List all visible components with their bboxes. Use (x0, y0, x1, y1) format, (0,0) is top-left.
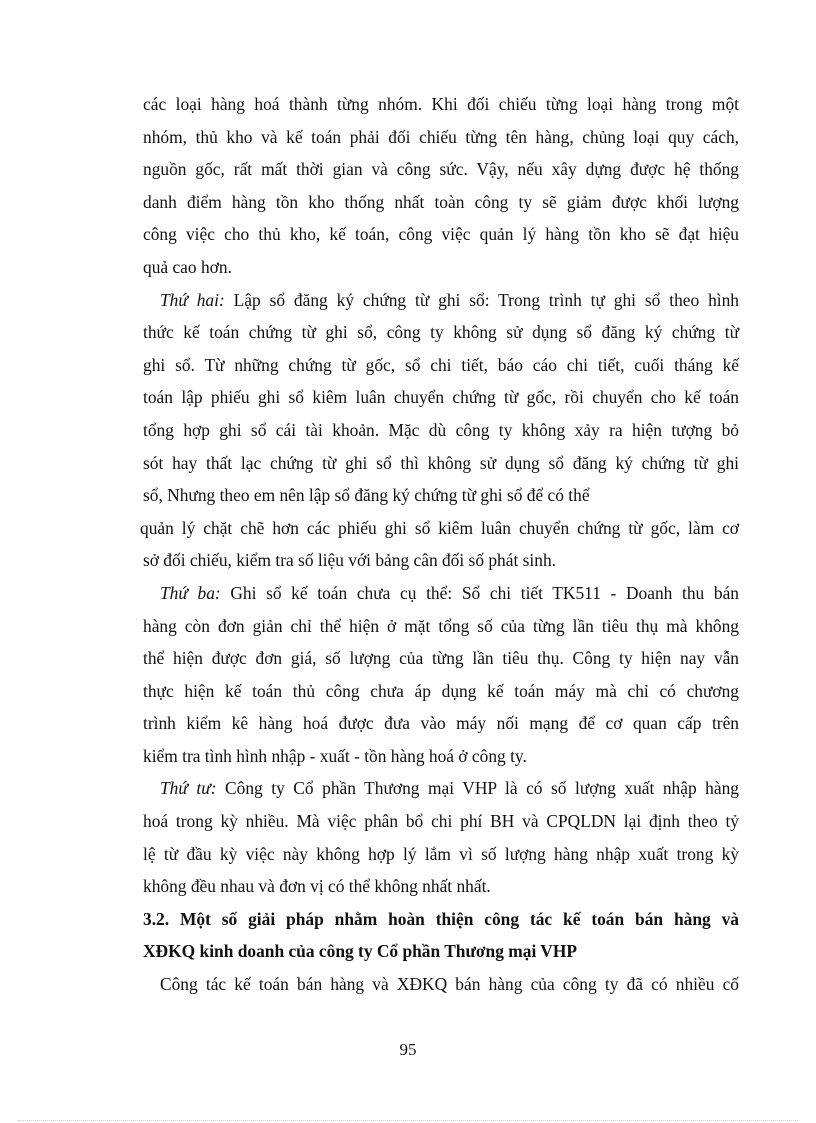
paragraph-lead: Thứ ba: (160, 582, 221, 603)
text-line: các loại hàng hoá thành từng nhóm. Khi đối chiếu từng loại hàng trong một (143, 94, 739, 114)
text-line: lệ từ đầu kỳ việc này không hợp lý lắm vì số lượng hàng nhập xuất trong kỳ (143, 843, 739, 864)
text-line: nhóm, thủ kho và kế toán phải đối chiếu từng tên hàng, chủng loại quy cách, (143, 126, 739, 147)
text-line: hàng còn đơn giản chỉ thể hiện ở mặt tổng số của từng lần tiêu thụ mà không (143, 615, 739, 636)
text-line: thể hiện được đơn giá, số lượng của từng lần tiêu thụ. Công ty hiện nay vẫn (143, 648, 739, 669)
text-line: sở đối chiếu, kiểm tra số liệu với bảng cân đối số phát sinh. (143, 550, 556, 571)
text-line: thực hiện kế toán thủ công chưa áp dụng kế toán máy mà chỉ có chương (143, 680, 739, 701)
text-run: Công ty Cổ phần Thương mại VHP là có số lượng xuất nhập hàng (216, 778, 739, 799)
text-line: toán lập phiếu ghi sổ kiêm luân chuyển chứng từ gốc, rồi chuyển cho kế toán (143, 387, 739, 408)
text-run: Lập sổ đăng ký chứng từ ghi sổ: Trong trình tự ghi sổ theo hình (224, 289, 740, 310)
section-heading: 3.2. Một số giải pháp nhằm hoàn thiện công tác kế toán bán hàng và (143, 908, 739, 929)
text-line: Công tác kế toán bán hàng và XĐKQ bán hàng của công ty đã có nhiều cố (160, 974, 739, 995)
text-line: công việc cho thủ kho, kế toán, công việc quản lý hàng tồn kho sẽ đạt hiệu (143, 224, 739, 245)
text-line: kiểm tra tình hình nhập - xuất - tồn hàng hoá ở công ty. (143, 745, 527, 766)
page-number: 95 (399, 1040, 417, 1059)
text-run: Ghi sổ kế toán chưa cụ thể: Sổ chi tiết TK511 - Doanh thu bán (220, 582, 739, 603)
text-line: quả cao hơn. (143, 256, 232, 277)
text-line: ghi sổ. Từ những chứng từ gốc, sổ chi tiết, báo cáo chi tiết, cuối tháng kế (143, 354, 739, 375)
text-line: sót hay thất lạc chứng từ ghi sổ thì không sử dụng sổ đăng ký chứng từ ghi (143, 452, 739, 473)
paragraph-lead: Thứ hai: (160, 289, 225, 310)
text-line: nguồn gốc, rất mất thời gian và công sức. Vậy, nếu xây dựng được hệ thống (143, 159, 739, 180)
section-heading: XĐKQ kinh doanh của công ty Cổ phần Thương mại VHP (143, 941, 578, 962)
paragraph-first-line (143, 284, 739, 317)
text-line: hoá trong kỳ nhiều. Mà việc phân bổ chi phí BH và CPQLDN lại định theo tỷ (143, 811, 739, 832)
text-line: thức kế toán chứng từ ghi sổ, công ty không sử dụng sổ đăng ký chứng từ (143, 322, 739, 343)
paragraph-lead: Thứ tư: (160, 778, 217, 799)
text-line: trình kiểm kê hàng hoá được đưa vào máy nối mạng để cơ quan cấp trên (143, 713, 739, 734)
text-line: không đều nhau và đơn vị có thể không nhất nhất. (143, 876, 491, 897)
body-text (140, 88, 740, 1001)
paragraph-first-line (143, 772, 739, 805)
text-line: quản lý chặt chẽ hơn các phiếu ghi sổ kiêm luân chuyển chứng từ gốc, làm cơ (140, 517, 739, 538)
paragraph-first-line (143, 577, 739, 610)
text-line: tổng hợp ghi sổ cái tài khoản. Mặc dù công ty không xảy ra hiện tượng bỏ (143, 419, 739, 440)
page-bottom-border (18, 1120, 798, 1121)
text-line: sổ, Nhưng theo em nên lập sổ đăng ký chứng từ ghi sổ để có thể (143, 485, 590, 506)
text-line: danh điểm hàng tồn kho thống nhất toàn công ty sẽ giảm được khối lượng (143, 191, 739, 212)
